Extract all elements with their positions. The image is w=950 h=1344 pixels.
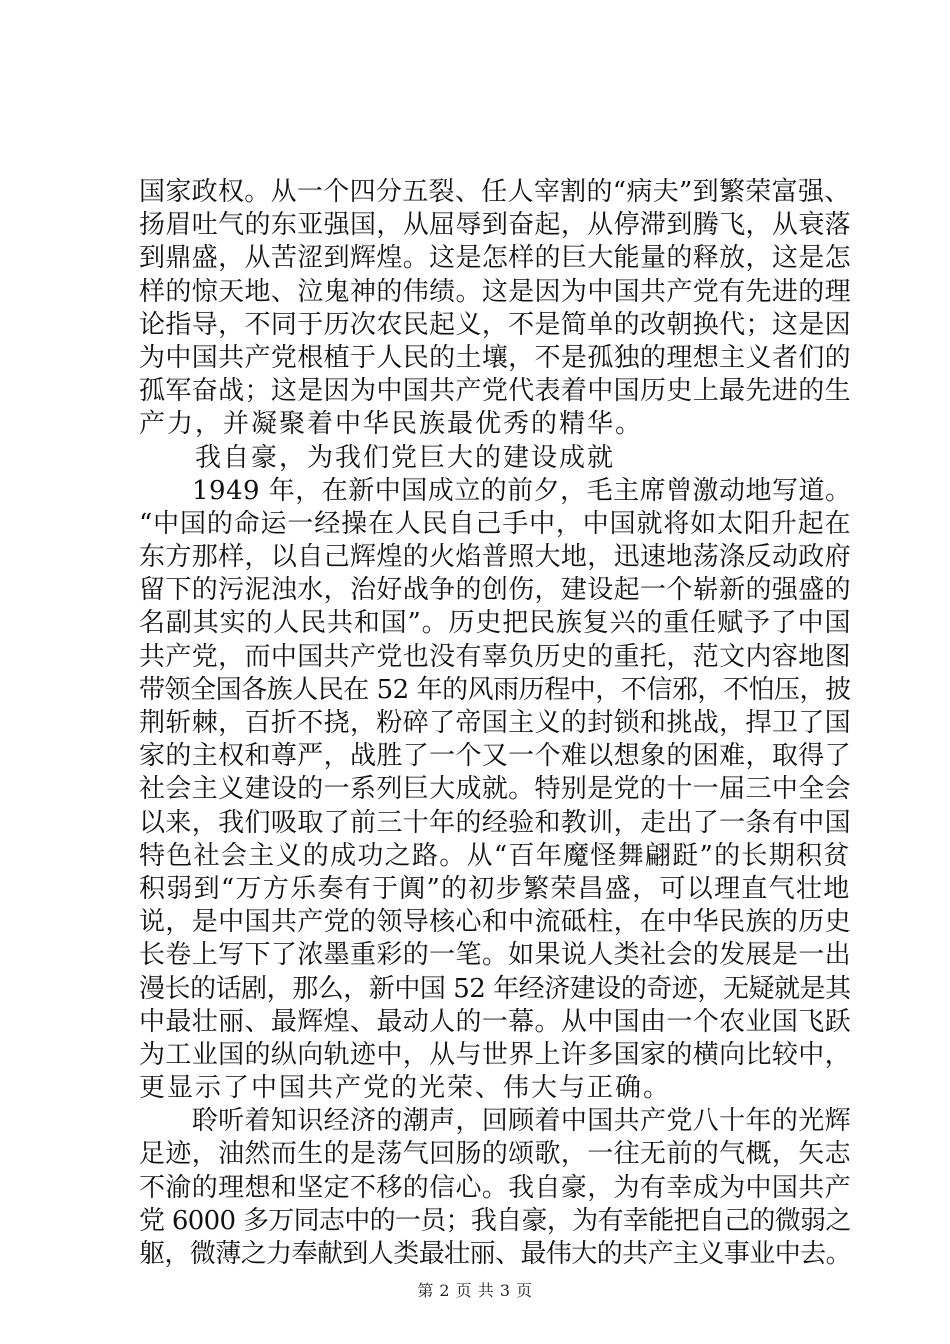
text-line: 积弱到“万方乐奏有于阗”的初步繁荣昌盛，可以理直气壮地 — [139, 873, 851, 904]
text-line: 党 6000 多万同志中的一员；我自豪，为有幸能把自己的微弱之 — [139, 1205, 851, 1236]
text-line: 扬眉吐气的东亚强国，从屈辱到奋起，从停滞到腾飞，从衰落 — [139, 210, 852, 241]
text-line: 足迹，油然而生的是荡气回肠的颂歌，一往无前的气概，矢志 — [139, 1139, 852, 1170]
text-line: 以来，我们吸取了前三十年的经验和教训，走出了一条有中国 — [139, 807, 852, 838]
text-line: 名副其实的人民共和国”。历史把民族复兴的重任赋予了中国 — [139, 608, 852, 639]
text-line: 论指导，不同于历次农民起义，不是简单的改朝换代；这是因 — [139, 309, 852, 340]
text-line: 长卷上写下了浓墨重彩的一笔。如果说人类社会的发展是一出 — [139, 940, 852, 971]
text-line: 漫长的话剧，那么，新中国 52 年经济建设的奇迹，无疑就是其 — [139, 973, 851, 1004]
text-line: 留下的污泥浊水，治好战争的创伤，建设起一个崭新的强盛的 — [139, 575, 852, 606]
text-line: 共产党，而中国共产党也没有辜负历史的重托，范文内容地图 — [139, 641, 852, 672]
text-line: 我自豪，为我们党巨大的建设成就 — [139, 442, 616, 473]
text-line: 到鼎盛，从苦涩到辉煌。这是怎样的巨大能量的释放，这是怎 — [139, 243, 852, 274]
text-line: 不渝的理想和坚定不移的信心。我自豪，为有幸成为中国共产 — [139, 1172, 852, 1203]
text-line: 东方那样，以自己辉煌的火焰普照大地，迅速地荡涤反动政府 — [139, 542, 852, 573]
text-line: 产力，并凝聚着中华民族最优秀的精华。 — [139, 409, 644, 440]
text-line: 国家政权。从一个四分五裂、任人宰割的“病夫”到繁荣富强、 — [139, 177, 851, 207]
text-line: 特色社会主义的成功之路。从“百年魔怪舞翩跹”的长期积贫 — [139, 840, 851, 871]
text-line: 说，是中国共产党的领导核心和中流砥柱，在中华民族的历史 — [139, 907, 852, 938]
text-line: 荆斩棘，百折不挠，粉碎了帝国主义的封锁和挑战，捍卫了国 — [139, 708, 852, 738]
text-line: 带领全国各族人民在 52 年的风雨历程中，不信邪，不怕压，披 — [139, 674, 851, 705]
text-line: 为中国共产党根植于人民的土壤，不是孤独的理想主义者们的 — [139, 342, 852, 373]
page-footer: 第 2 页 共 3 页 — [417, 1281, 533, 1300]
text-line: 聆听着知识经济的潮声，回顾着中国共产党八十年的光辉 — [139, 1106, 852, 1137]
text-line: 孤军奋战；这是因为中国共产党代表着中国历史上最先进的生 — [139, 376, 852, 407]
text-line: 中最壮丽、最辉煌、最动人的一幕。从中国由一个农业国飞跃 — [139, 1006, 852, 1037]
text-line: 躯，微薄之力奉献到人类最壮丽、最伟大的共产主义事业中去。 — [139, 1239, 852, 1269]
text-line: 样的惊天地、泣鬼神的伟绩。这是因为中国共产党有先进的理 — [139, 276, 852, 307]
text-line: 为工业国的纵向轨迹中，从与世界上许多国家的横向比较中， — [139, 1039, 852, 1070]
text-line: 1949 年，在新中国成立的前夕，毛主席曾激动地写道。 — [139, 475, 852, 506]
text-line: 更显示了中国共产党的光荣、伟大与正确。 — [139, 1073, 672, 1104]
text-line: “中国的命运一经操在人民自己手中，中国就将如太阳升起在 — [139, 508, 852, 539]
body-text — [139, 176, 851, 1271]
text-line: 家的主权和尊严，战胜了一个又一个难以想象的困难，取得了 — [139, 741, 852, 772]
text-line: 社会主义建设的一系列巨大成就。特别是党的十一届三中全会 — [139, 774, 852, 805]
